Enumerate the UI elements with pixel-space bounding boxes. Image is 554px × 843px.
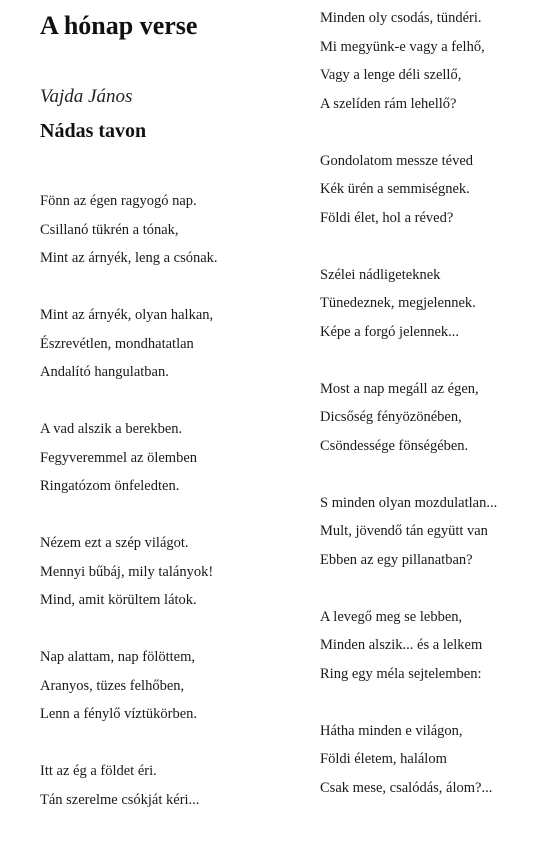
stanza <box>320 261 554 347</box>
poem-line: Minden oly csodás, tündéri. <box>320 10 482 26</box>
poem-line: Mi megyünk-e vagy a felhő, <box>320 38 485 55</box>
stanza <box>40 757 290 814</box>
poem-line: Lenn a fénylő víztükörben. <box>40 706 198 722</box>
stanza <box>40 529 290 615</box>
poem-line: Dicsőség fényözönében, <box>320 409 462 425</box>
poem-line: Ring egy méla sejtelemben: <box>320 665 482 682</box>
poem-line: Kék ürén a semmiségnek. <box>320 181 470 197</box>
stanza <box>40 301 290 387</box>
poem-line: Csillanó tükrén a tónak, <box>40 221 179 238</box>
poem-line: Tünedeznek, megjelennek. <box>320 295 476 311</box>
poem-line: Hátha minden e világon, <box>320 722 463 739</box>
poem-author: Vajda János <box>40 86 133 107</box>
poem-line: Vagy a lenge déli szellő, <box>320 67 462 83</box>
stanza <box>320 717 554 803</box>
poem-line: Gondolatom messze téved <box>320 152 474 169</box>
poem-line: Nézem ezt a szép világot. <box>40 535 189 551</box>
poem-line: Fegyveremmel az ölemben <box>40 449 198 466</box>
poem-line: Itt az ég a földet éri. <box>40 763 157 779</box>
poem-line: Andalító hangulatban. <box>40 364 169 380</box>
poem-line: Csak mese, csalódás, álom?... <box>320 779 493 796</box>
stanza <box>40 415 290 501</box>
stanza <box>320 375 554 461</box>
poem-line: Földi életem, halálom <box>320 751 447 767</box>
poem-line: Ebben az egy pillanatban? <box>320 551 473 568</box>
poem-line: Mind, amit körültem látok. <box>40 592 197 608</box>
poem-line: Tán szerelme csókját kéri... <box>40 791 200 808</box>
poem-line: Ringatózom önfeledten. <box>40 478 180 494</box>
poem-line: Mint az árnyék, leng a csónak. <box>40 250 218 266</box>
poem-line: Minden alszik... és a lelkem <box>320 637 483 653</box>
poem-line: Képe a forgó jelennek... <box>320 323 460 340</box>
stanza <box>40 187 290 273</box>
stanza <box>320 147 554 233</box>
poem-line: Mult, jövendő tán együtt van <box>320 523 488 539</box>
poem-line: A vad alszik a berekben. <box>40 421 183 437</box>
poem-line: Nap alattam, nap fölöttem, <box>40 649 196 665</box>
poem-line: Földi élet, hol a réved? <box>320 209 454 226</box>
poem-column-left <box>40 187 290 843</box>
poem-line: Most a nap megáll az égen, <box>320 380 479 397</box>
poem-line: A levegő meg se lebben, <box>320 608 463 625</box>
stanza <box>320 603 554 689</box>
poem-line: Mint az árnyék, olyan halkan, <box>40 307 214 323</box>
poem-line: Csöndessége fönségében. <box>320 437 469 454</box>
stanza <box>40 643 290 729</box>
poem-line: Fönn az égen ragyogó nap. <box>40 193 197 209</box>
stanza <box>320 489 554 575</box>
poem-line: S minden olyan mozdulatlan... <box>320 494 498 511</box>
poem-line: Észrevétlen, mondhatatlan <box>40 335 194 352</box>
poem-line: Szélei nádligeteknek <box>320 266 441 283</box>
poem-line: Mennyi bűbáj, mily talányok! <box>40 563 214 580</box>
poem-column-right <box>320 4 554 831</box>
poem-line: Aranyos, tüzes felhőben, <box>40 677 185 694</box>
page-title: A hónap verse <box>40 11 198 40</box>
stanza <box>320 4 554 118</box>
poem-title: Nádas tavon <box>40 120 147 142</box>
poem-line: A szelíden rám lehellő? <box>320 95 457 112</box>
